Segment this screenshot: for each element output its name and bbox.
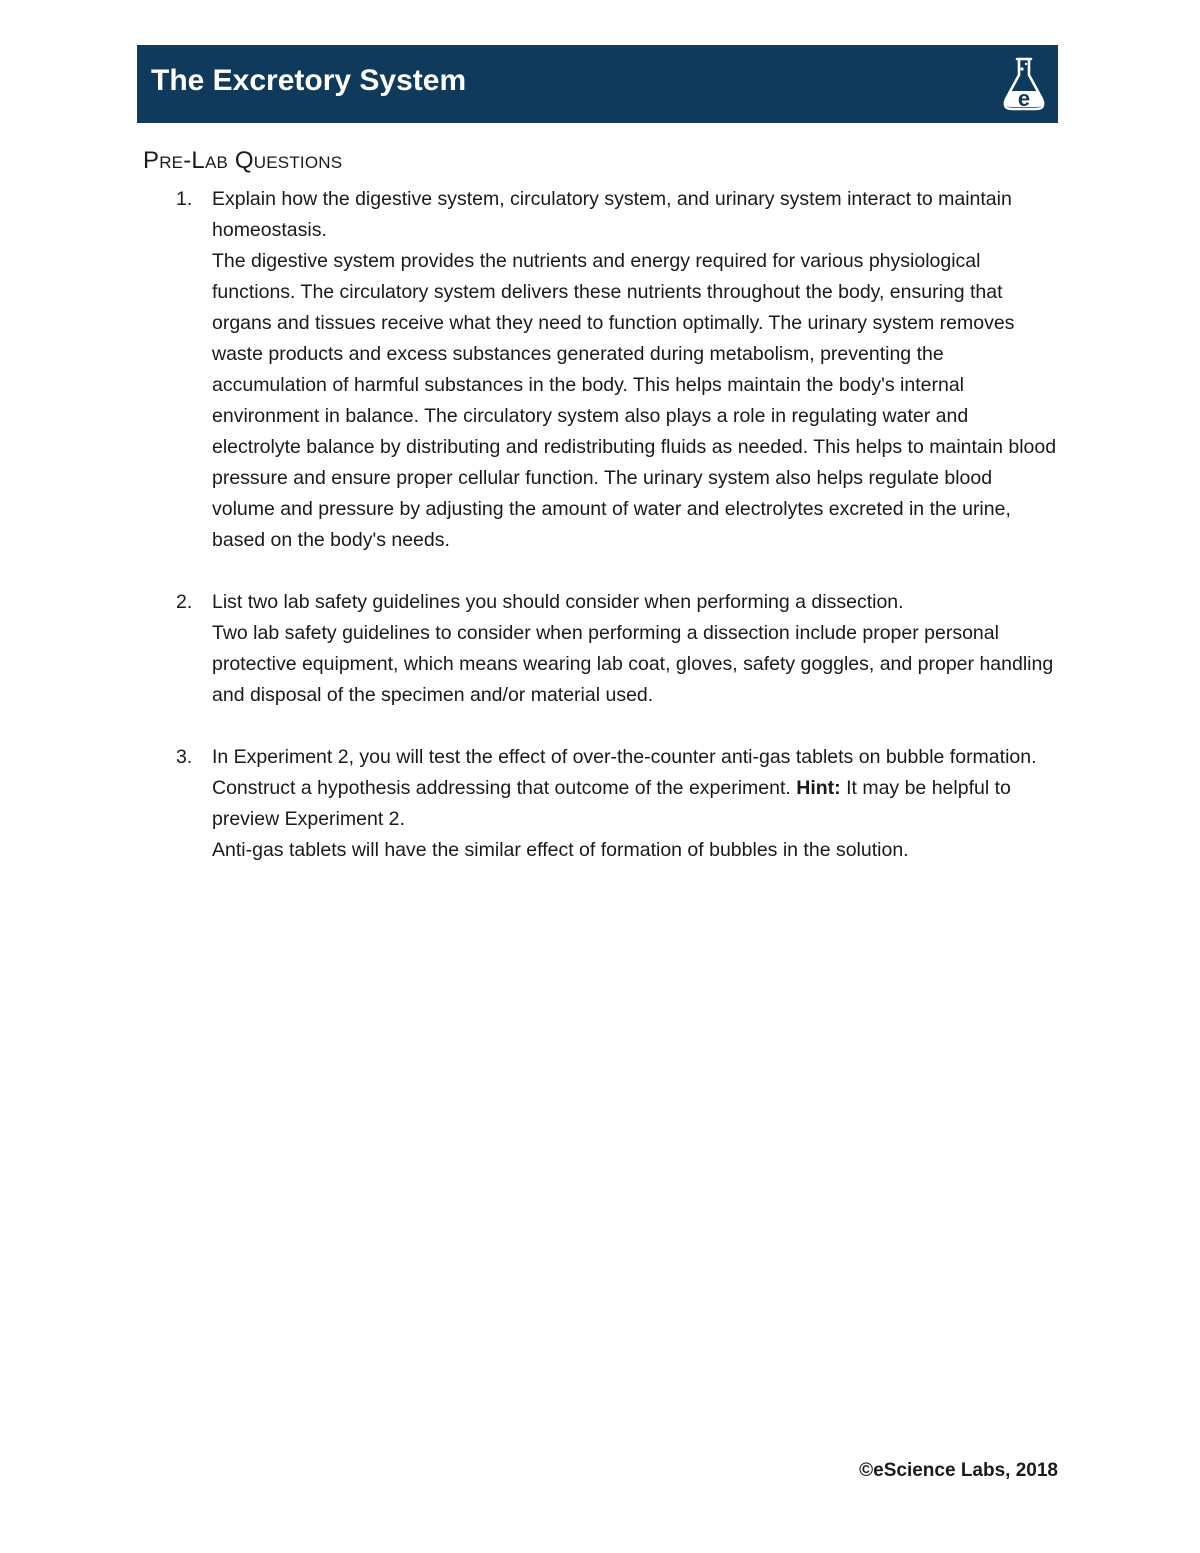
question-list bbox=[170, 184, 1060, 897]
question-prompt-start: In Experiment 2, you will test the effect of over-the-counter anti-gas tablets on bubble formation. Construct a hypothesis addressing that outcome of the experiment. bbox=[212, 746, 1037, 799]
question-answer: The digestive system provides the nutrients and energy required for various physiological functions. The circulatory system delivers these nutrients throughout the body, ensuring that organs and tissues receive what they need to function optimally. The urinary system removes waste products and excess substances generated during metabolism, preventing the accumulation of harmful substances in the body. This helps maintain the body's internal environment in balance. The circulatory system also plays a role in regulating water and electrolyte balance by distributing and redistributing fluids as needed. This helps to maintain blood pressure and ensure proper cellular function. The urinary system also helps regulate blood volume and pressure by adjusting the amount of water and electrolytes excreted in the urine, based on the body's needs. bbox=[212, 250, 1057, 551]
title-banner bbox=[137, 45, 1058, 123]
document-title: The Excretory System bbox=[151, 64, 467, 97]
question-prompt: List two lab safety guidelines you should consider when performing a dissection. bbox=[212, 591, 904, 613]
section-heading: Pre-Lab Questions bbox=[143, 147, 343, 174]
question-item bbox=[170, 742, 1060, 866]
question-prompt bbox=[212, 742, 1060, 835]
question-prompt: Explain how the digestive system, circulatory system, and urinary system interact to maintain homeostasis. bbox=[212, 188, 1012, 241]
question-number: 2. bbox=[176, 591, 193, 613]
flask-e-logo-icon bbox=[1000, 55, 1048, 113]
question-item bbox=[170, 587, 1060, 711]
question-answer: Anti-gas tablets will have the similar effect of formation of bubbles in the solution. bbox=[212, 839, 909, 861]
hint-label: Hint: bbox=[796, 777, 841, 799]
question-item bbox=[170, 184, 1060, 556]
question-answer: Two lab safety guidelines to consider when performing a dissection include proper personal protective equipment, which means wearing lab coat, gloves, safety goggles, and proper handling and disposal of the specimen and/or material used. bbox=[212, 622, 1054, 706]
question-prompt-end: It may be helpful to preview Experiment 2. bbox=[212, 777, 1011, 830]
svg-text:e: e bbox=[1017, 86, 1031, 111]
copyright-footer: ©eScience Labs, 2018 bbox=[859, 1460, 1058, 1481]
question-number: 3. bbox=[176, 746, 193, 768]
question-number: 1. bbox=[176, 188, 193, 210]
